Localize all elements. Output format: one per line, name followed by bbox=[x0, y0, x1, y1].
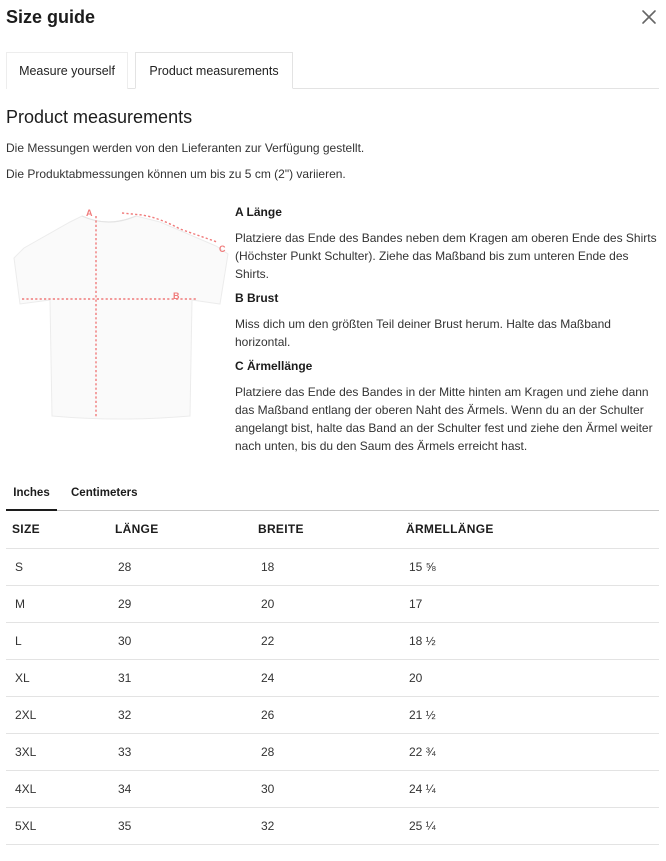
cell-sleeve-length: 17 bbox=[400, 585, 659, 622]
cell-sleeve-length: 25 ¼ bbox=[400, 807, 659, 844]
column-header-width: BREITE bbox=[252, 511, 400, 548]
dialog-title: Size guide bbox=[6, 7, 96, 27]
table-row bbox=[6, 770, 659, 807]
marker-a: A bbox=[86, 208, 93, 218]
tab-bar bbox=[6, 52, 659, 89]
column-header-length: LÄNGE bbox=[109, 511, 252, 548]
close-icon[interactable] bbox=[640, 8, 658, 26]
cell-width: 20 bbox=[252, 585, 400, 622]
cell-width: 26 bbox=[252, 696, 400, 733]
table-row bbox=[6, 585, 659, 622]
cell-length: 32 bbox=[109, 696, 252, 733]
cell-length: 33 bbox=[109, 733, 252, 770]
cell-width: 18 bbox=[252, 548, 400, 585]
table-row bbox=[6, 548, 659, 585]
dialog-header bbox=[6, 6, 660, 30]
column-header-sleeve-length: ÄRMELLÄNGE bbox=[400, 511, 659, 548]
table-row bbox=[6, 696, 659, 733]
length-heading: A Länge bbox=[235, 205, 282, 219]
cell-width: 22 bbox=[252, 622, 400, 659]
cell-length: 35 bbox=[109, 807, 252, 844]
marker-b: B bbox=[173, 291, 180, 301]
sleeve-heading: C Ärmellänge bbox=[235, 359, 313, 373]
size-table bbox=[6, 511, 659, 845]
cell-size: S bbox=[6, 548, 109, 585]
cell-width: 24 bbox=[252, 659, 400, 696]
cell-size: M bbox=[6, 585, 109, 622]
cell-sleeve-length: 20 bbox=[400, 659, 659, 696]
marker-c: C bbox=[219, 244, 226, 254]
table-row bbox=[6, 659, 659, 696]
sleeve-text: Platziere das Ende des Bandes in der Mitte hinten am Kragen und ziehe dann das Maßband entlang der oberen Naht des Ärmels. Wenn du an der Schulter angelangt bist, halte das Band an der Schulter fest und ziehe den Ärmel weiter nach unten, bis du den Saum des Ärmels erreicht hast. bbox=[235, 385, 653, 453]
cell-length: 34 bbox=[109, 770, 252, 807]
unit-tab-bar bbox=[6, 483, 659, 511]
cell-length: 29 bbox=[109, 585, 252, 622]
cell-sleeve-length: 24 ¼ bbox=[400, 770, 659, 807]
tab-measure-yourself[interactable]: Measure yourself bbox=[6, 52, 128, 89]
cell-length: 31 bbox=[109, 659, 252, 696]
cell-length: 28 bbox=[109, 548, 252, 585]
cell-size: 5XL bbox=[6, 807, 109, 844]
tab-product-measurements[interactable]: Product measurements bbox=[135, 52, 293, 89]
cell-sleeve-length: 18 ½ bbox=[400, 622, 659, 659]
cell-size: 4XL bbox=[6, 770, 109, 807]
cell-sleeve-length: 21 ½ bbox=[400, 696, 659, 733]
cell-width: 30 bbox=[252, 770, 400, 807]
table-row bbox=[6, 622, 659, 659]
tshirt-shape bbox=[14, 216, 228, 419]
cell-size: XL bbox=[6, 659, 109, 696]
tab-inches[interactable]: Inches bbox=[6, 483, 57, 511]
measurement-instructions bbox=[235, 204, 657, 462]
variance-note: Die Produktabmessungen können um bis zu 5 cm (2") variieren. bbox=[6, 167, 346, 181]
cell-width: 32 bbox=[252, 807, 400, 844]
cell-size: 2XL bbox=[6, 696, 109, 733]
cell-sleeve-length: 22 ¾ bbox=[400, 733, 659, 770]
table-header-row bbox=[6, 511, 659, 548]
cell-length: 30 bbox=[109, 622, 252, 659]
table-row bbox=[6, 807, 659, 844]
supplier-note: Die Messungen werden von den Lieferanten zur Verfügung gestellt. bbox=[6, 141, 365, 155]
cell-width: 28 bbox=[252, 733, 400, 770]
chest-heading: B Brust bbox=[235, 291, 279, 305]
cell-size: L bbox=[6, 622, 109, 659]
chest-text: Miss dich um den größten Teil deiner Brust herum. Halte das Maßband horizontal. bbox=[235, 317, 611, 349]
length-text: Platziere das Ende des Bandes neben dem Kragen am oberen Ende des Shirts (Höchster Punkt Schulter). Ziehe das Maßband bis zum unteren Ende des Shirts. bbox=[235, 231, 657, 281]
column-header-size: SIZE bbox=[6, 511, 109, 548]
table-row bbox=[6, 733, 659, 770]
section-title: Product measurements bbox=[6, 107, 193, 127]
tab-centimeters[interactable]: Centimeters bbox=[71, 487, 138, 499]
cell-size: 3XL bbox=[6, 733, 109, 770]
tshirt-diagram bbox=[10, 202, 230, 424]
cell-sleeve-length: 15 ⅝ bbox=[400, 548, 659, 585]
